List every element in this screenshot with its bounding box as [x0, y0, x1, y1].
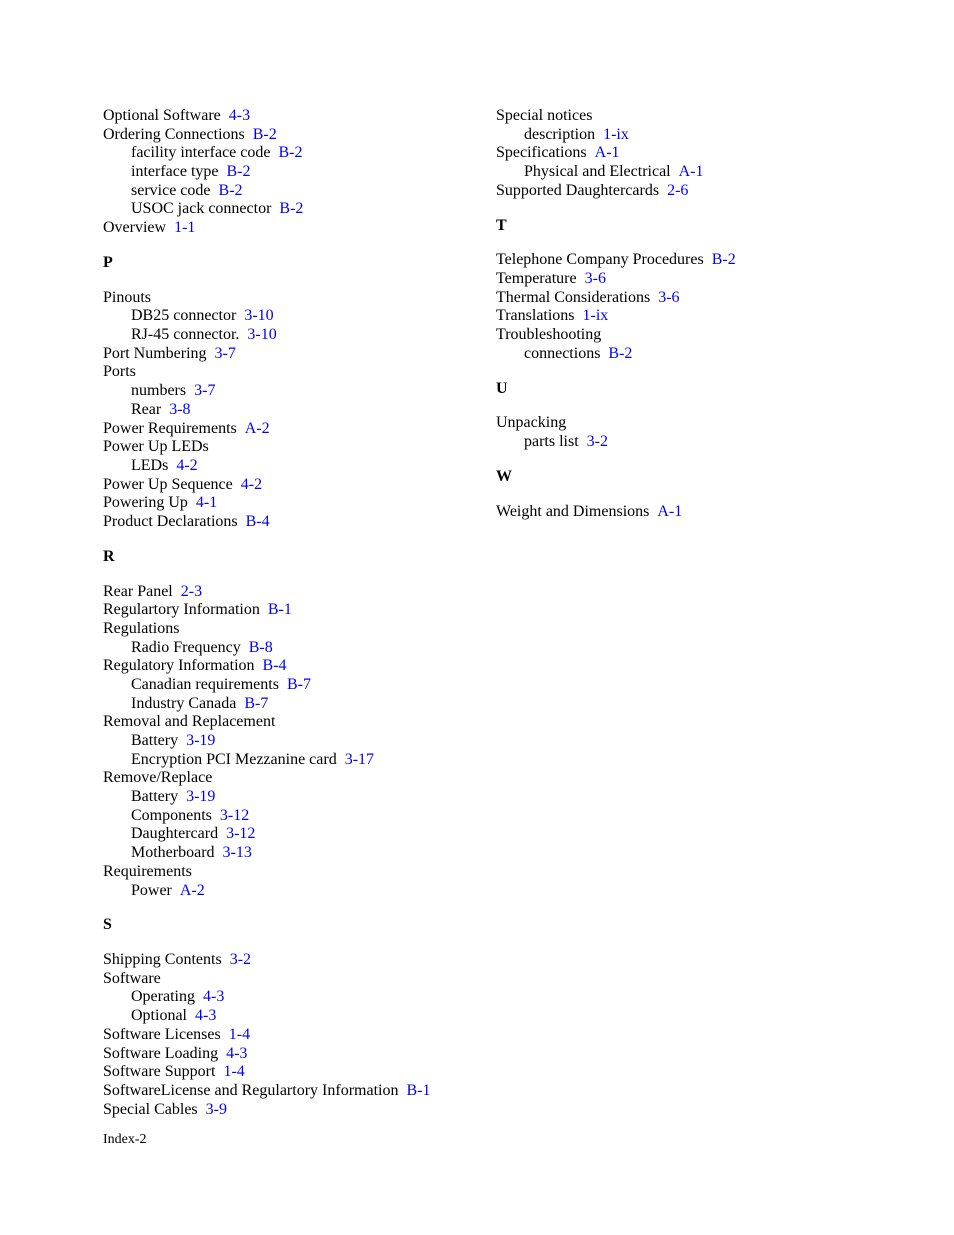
index-term: Radio Frequency — [131, 638, 241, 656]
index-entry — [103, 513, 483, 532]
index-section-letter: R — [103, 547, 115, 565]
index-subentry — [103, 1007, 483, 1026]
index-subentry — [103, 751, 483, 770]
index-subentry — [496, 345, 896, 364]
index-term: Translations — [496, 307, 575, 325]
page-reference-link[interactable]: 3-9 — [205, 1100, 227, 1118]
index-term: Software — [103, 969, 161, 987]
index-entry — [496, 182, 896, 201]
index-term: Remove/Replace — [103, 769, 213, 787]
index-entry — [103, 1082, 483, 1101]
index-entry — [103, 289, 483, 308]
index-subentry — [103, 844, 483, 863]
index-entry — [103, 345, 483, 364]
index-term: Specifications — [496, 144, 587, 162]
index-term: Ordering Connections — [103, 125, 245, 143]
index-entry — [103, 970, 483, 989]
index-entry — [103, 1026, 483, 1045]
index-term: description — [524, 125, 596, 143]
index-section-letter: U — [496, 379, 508, 397]
page-reference-link[interactable]: 4-3 — [226, 1044, 248, 1062]
index-entry — [496, 503, 896, 522]
index-term: Industry Canada — [131, 694, 237, 712]
index-term: LEDs — [131, 456, 169, 474]
index-term: Special Cables — [103, 1100, 198, 1118]
index-subentry — [103, 676, 483, 695]
index-section-letter: P — [103, 254, 113, 272]
index-subentry — [103, 807, 483, 826]
index-entry — [103, 1063, 483, 1082]
page-reference-link[interactable]: 3-7 — [194, 382, 216, 400]
page-reference-link[interactable]: 1-4 — [223, 1063, 245, 1081]
index-entry — [103, 476, 483, 495]
index-entry — [103, 363, 483, 382]
index-entry — [496, 251, 896, 270]
index-entry — [103, 951, 483, 970]
index-subentry — [103, 382, 483, 401]
index-entry — [103, 1101, 483, 1120]
index-entry — [103, 769, 483, 788]
page-reference-link[interactable]: 3-6 — [584, 270, 606, 287]
index-term: SoftwareLicense and Regulartory Information — [103, 1081, 399, 1099]
index-term: service code — [131, 181, 211, 199]
index-term: Unpacking — [496, 414, 567, 432]
page-reference-link[interactable]: 3-2 — [586, 433, 608, 450]
index-term: Components — [131, 806, 212, 824]
page-reference-link[interactable]: B-2 — [252, 125, 277, 143]
page-reference-link[interactable]: 1-1 — [174, 219, 196, 237]
index-term: RJ-45 connector. — [131, 326, 240, 344]
index-section-letter: S — [103, 916, 112, 934]
page-reference-link[interactable]: 3-17 — [344, 750, 375, 768]
page-reference-link[interactable]: 1-ix — [582, 307, 609, 325]
index-entry — [496, 289, 896, 308]
index-term: Software Loading — [103, 1044, 219, 1062]
page-reference-link[interactable]: 3-19 — [186, 732, 216, 749]
page-reference-link[interactable]: B-2 — [279, 200, 304, 218]
index-term: Physical and Electrical — [524, 163, 671, 181]
page-reference-link[interactable]: 4-3 — [228, 107, 251, 124]
page-reference-link[interactable]: 3-10 — [247, 326, 277, 344]
index-subentry — [103, 163, 483, 182]
index-entry — [103, 583, 483, 602]
index-term: Operating — [131, 988, 195, 1006]
index-term: Power Requirements — [103, 419, 237, 437]
index-entry — [103, 620, 483, 639]
page-reference-link[interactable]: B-2 — [218, 181, 243, 199]
index-term: Rear — [131, 400, 162, 418]
index-term: Optional — [131, 1007, 187, 1025]
page-reference-link[interactable]: A-2 — [244, 419, 270, 437]
index-term: DB25 connector — [131, 307, 237, 325]
index-term: Encryption PCI Mezzanine card — [131, 750, 337, 768]
page-reference-link[interactable]: B-2 — [608, 344, 633, 362]
index-term: Power — [131, 881, 172, 899]
index-entry — [496, 144, 896, 163]
index-term: Product Declarations — [103, 512, 238, 530]
index-subentry — [103, 882, 483, 901]
index-term: Software Support — [103, 1063, 216, 1081]
index-term: Power Up Sequence — [103, 475, 233, 493]
page-reference-link[interactable]: A-2 — [179, 881, 205, 899]
index-term: Supported Daughtercards — [496, 181, 660, 199]
index-entry — [103, 494, 483, 513]
page-reference-link[interactable]: 3-19 — [186, 788, 216, 806]
index-column-right — [496, 107, 896, 521]
index-subentry — [103, 144, 483, 163]
index-subentry — [103, 788, 483, 807]
page-reference-link[interactable]: 2-3 — [180, 582, 203, 600]
page-reference-link[interactable]: B-8 — [248, 638, 273, 656]
index-term: Overview — [103, 219, 167, 237]
index-term: Powering Up — [103, 494, 188, 512]
index-subentry — [103, 639, 483, 658]
index-term: USOC jack connector — [131, 200, 272, 218]
index-term: Battery — [131, 732, 179, 749]
index-term: Shipping Contents — [103, 951, 222, 969]
index-term: Battery — [131, 788, 179, 806]
index-term: Weight and Dimensions — [496, 502, 650, 520]
index-entry — [496, 414, 896, 433]
page-reference-link[interactable]: 3-12 — [219, 806, 250, 824]
index-subentry — [103, 401, 483, 420]
index-entry — [103, 219, 483, 238]
page-reference-link[interactable]: 3-7 — [214, 344, 236, 362]
index-section-letter: W — [496, 467, 512, 485]
page-reference-link[interactable]: 4-3 — [202, 988, 225, 1006]
index-subentry — [103, 182, 483, 201]
page-reference-link[interactable]: 4-1 — [195, 494, 218, 512]
page-reference-link[interactable]: B-7 — [286, 675, 311, 693]
page-reference-link[interactable]: B-2 — [278, 144, 303, 162]
page-reference-link[interactable]: B-4 — [262, 657, 287, 675]
index-entry — [103, 438, 483, 457]
index-term: numbers — [131, 382, 187, 400]
index-subentry — [496, 433, 896, 452]
page-reference-link[interactable]: B-7 — [244, 694, 269, 712]
index-term: Software Licenses — [103, 1025, 221, 1043]
page-reference-link[interactable]: B-4 — [245, 512, 270, 530]
index-entry — [496, 270, 896, 289]
index-term: Regulations — [103, 619, 180, 637]
index-term: Daughtercard — [131, 825, 219, 843]
index-term: Thermal Considerations — [496, 288, 651, 306]
index-term: Optional Software — [103, 107, 221, 124]
index-subentry — [103, 200, 483, 219]
index-term: connections — [524, 344, 601, 362]
index-subentry — [496, 163, 896, 182]
page-footer: Index-2 — [103, 1132, 147, 1147]
page-reference-link[interactable]: 4-2 — [176, 456, 198, 474]
index-entry — [103, 657, 483, 676]
page-reference-link[interactable]: A-1 — [594, 144, 620, 162]
index-subentry — [103, 988, 483, 1007]
index-term: Temperature — [496, 270, 577, 287]
index-entry — [496, 107, 896, 126]
page-reference-link[interactable]: 3-12 — [226, 825, 256, 843]
index-term: Regulatory Information — [103, 657, 255, 675]
index-subentry — [103, 732, 483, 751]
index-term: facility interface code — [131, 144, 271, 162]
page-reference-link[interactable]: A-1 — [657, 502, 683, 520]
index-term: Telephone Company Procedures — [496, 251, 704, 269]
index-term: Pinouts — [103, 288, 152, 306]
page-reference-link[interactable]: B-2 — [226, 163, 251, 181]
index-entry — [103, 126, 483, 145]
page-reference-link[interactable]: 1-ix — [603, 125, 629, 143]
index-term: Power Up LEDs — [103, 438, 209, 456]
index-entry — [103, 863, 483, 882]
page-reference-link[interactable]: A-1 — [678, 163, 704, 181]
index-entry — [103, 713, 483, 732]
page-reference-link[interactable]: 4-3 — [195, 1007, 217, 1025]
index-entry — [103, 1045, 483, 1064]
index-subentry — [103, 307, 483, 326]
page-reference-link[interactable]: 3-2 — [229, 951, 252, 969]
index-entry — [496, 307, 896, 326]
index-term: Regulartory Information — [103, 601, 260, 619]
index-term: parts list — [524, 433, 579, 450]
index-term: Motherboard — [131, 844, 215, 862]
page-reference-link[interactable]: B-2 — [711, 251, 736, 269]
index-subentry — [103, 457, 483, 476]
page-reference-link[interactable]: 4-2 — [240, 475, 263, 493]
page-reference-link[interactable]: 3-10 — [244, 307, 274, 325]
page-reference-link[interactable]: 3-8 — [169, 400, 191, 418]
index-column-left — [103, 107, 483, 1119]
index-section-letter: T — [496, 216, 507, 234]
index-term: Requirements — [103, 862, 192, 880]
index-term: Rear Panel — [103, 582, 173, 600]
page-reference-link[interactable]: B-1 — [267, 601, 292, 619]
index-entry — [103, 420, 483, 439]
index-term: Canadian requirements — [131, 675, 279, 693]
index-subentry — [103, 326, 483, 345]
page-reference-link[interactable]: 3-13 — [222, 844, 252, 862]
index-subentry — [103, 825, 483, 844]
index-term: Troubleshooting — [496, 326, 602, 344]
index-term: interface type — [131, 163, 219, 181]
page-reference-link[interactable]: 3-6 — [658, 288, 680, 306]
index-entry — [103, 107, 483, 126]
index-term: Ports — [103, 363, 136, 381]
page-reference-link[interactable]: 1-4 — [228, 1025, 251, 1043]
index-term: Removal and Replacement — [103, 713, 276, 731]
index-subentry — [496, 126, 896, 145]
index-term: Special notices — [496, 107, 593, 124]
index-term: Port Numbering — [103, 344, 207, 362]
index-entry — [496, 326, 896, 345]
index-entry — [103, 601, 483, 620]
page-reference-link[interactable]: B-1 — [406, 1081, 431, 1099]
index-subentry — [103, 695, 483, 714]
page-reference-link[interactable]: 2-6 — [667, 181, 689, 199]
